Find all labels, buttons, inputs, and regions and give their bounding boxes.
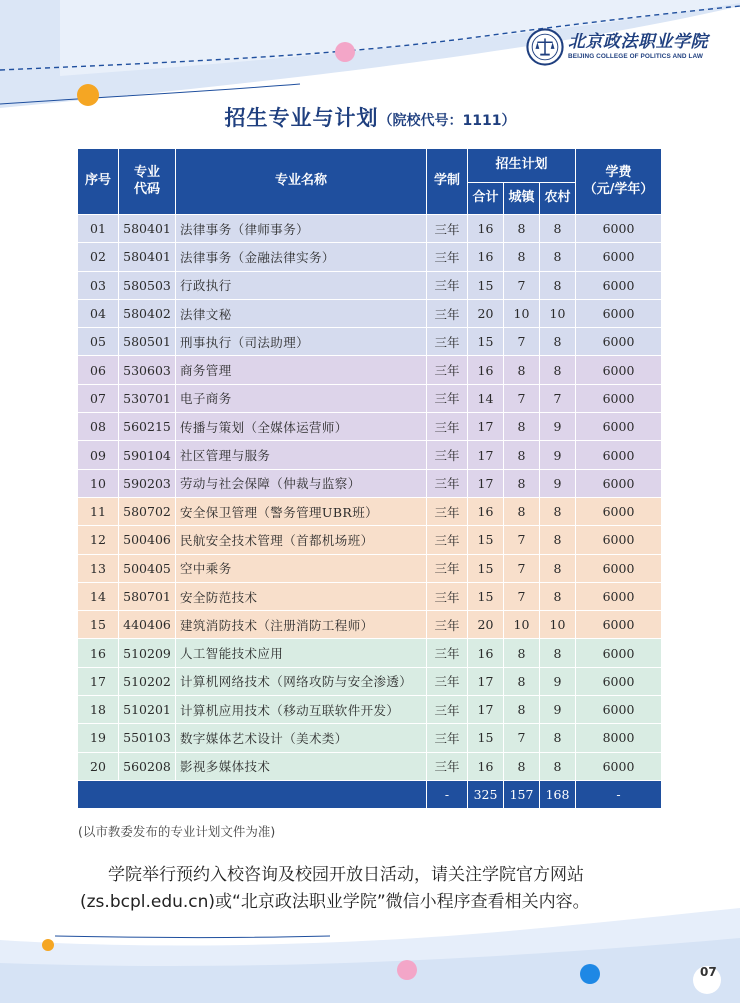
table-row — [78, 299, 662, 327]
table-row — [78, 497, 662, 525]
cell-duration: 三年 — [427, 328, 468, 356]
cell-duration: 三年 — [427, 469, 468, 497]
cell-rural: 10 — [540, 611, 576, 639]
cell-duration: 三年 — [427, 667, 468, 695]
cell-urban: 8 — [504, 413, 540, 441]
cell-seq: 02 — [78, 243, 119, 271]
cell-code: 560208 — [119, 752, 176, 780]
cell-seq: 15 — [78, 611, 119, 639]
cell-total: 14 — [468, 384, 504, 412]
cell-rural: 8 — [540, 497, 576, 525]
cell-duration: 三年 — [427, 299, 468, 327]
cell-urban: 8 — [504, 639, 540, 667]
cell-code: 580401 — [119, 215, 176, 243]
cell-total: 17 — [468, 469, 504, 497]
cell-duration: 三年 — [427, 724, 468, 752]
cell-code: 510209 — [119, 639, 176, 667]
cell-rural: 8 — [540, 243, 576, 271]
cell-urban: 7 — [504, 384, 540, 412]
cell-fee: 6000 — [576, 356, 662, 384]
cell-name: 电子商务 — [176, 384, 427, 412]
totals-total: 325 — [468, 780, 504, 808]
cell-seq: 16 — [78, 639, 119, 667]
header-seq: 序号 — [78, 149, 119, 215]
cell-fee: 6000 — [576, 271, 662, 299]
cell-urban: 8 — [504, 667, 540, 695]
cell-urban: 8 — [504, 752, 540, 780]
college-name-cn: 北京政法职业学院 — [568, 31, 708, 52]
cell-urban: 10 — [504, 611, 540, 639]
header-plan-rural: 农村 — [540, 183, 576, 215]
cell-total: 15 — [468, 328, 504, 356]
table-row — [78, 724, 662, 752]
cell-rural: 9 — [540, 667, 576, 695]
enrollment-plan-table — [77, 148, 662, 809]
cell-name: 刑事执行（司法助理） — [176, 328, 427, 356]
plan-footnote: (以市教委发布的专业计划文件为准) — [78, 824, 276, 839]
cell-name: 影视多媒体技术 — [176, 752, 427, 780]
cell-fee: 6000 — [576, 441, 662, 469]
cell-seq: 09 — [78, 441, 119, 469]
cell-duration: 三年 — [427, 413, 468, 441]
cell-code: 510202 — [119, 667, 176, 695]
cell-seq: 17 — [78, 667, 119, 695]
table-row — [78, 328, 662, 356]
cell-fee: 6000 — [576, 384, 662, 412]
header-fee — [576, 149, 662, 215]
cell-name: 商务管理 — [176, 356, 427, 384]
cell-seq: 14 — [78, 582, 119, 610]
cell-urban: 10 — [504, 299, 540, 327]
cell-seq: 06 — [78, 356, 119, 384]
cell-total: 16 — [468, 639, 504, 667]
table-row — [78, 356, 662, 384]
cell-rural: 10 — [540, 299, 576, 327]
table-row — [78, 271, 662, 299]
cell-fee: 6000 — [576, 328, 662, 356]
cell-rural: 8 — [540, 554, 576, 582]
cell-name: 法律事务（金融法律实务） — [176, 243, 427, 271]
cell-name: 传播与策划（全媒体运营师） — [176, 413, 427, 441]
cell-fee: 6000 — [576, 497, 662, 525]
cell-rural: 7 — [540, 384, 576, 412]
cell-duration: 三年 — [427, 752, 468, 780]
cell-fee: 6000 — [576, 582, 662, 610]
cell-duration: 三年 — [427, 696, 468, 724]
cell-urban: 8 — [504, 243, 540, 271]
cell-urban: 8 — [504, 497, 540, 525]
bottom-wave-decoration — [0, 908, 740, 1003]
cell-seq: 20 — [78, 752, 119, 780]
header-code: 专业代码 — [119, 149, 176, 215]
cell-code: 500405 — [119, 554, 176, 582]
cell-duration: 三年 — [427, 356, 468, 384]
table-row — [78, 696, 662, 724]
cell-code: 580503 — [119, 271, 176, 299]
cell-name: 人工智能技术应用 — [176, 639, 427, 667]
cell-rural: 9 — [540, 441, 576, 469]
page-title-code: （院校代号：1111） — [378, 113, 516, 129]
cell-duration: 三年 — [427, 384, 468, 412]
cell-seq: 05 — [78, 328, 119, 356]
table-row — [78, 611, 662, 639]
table-row — [78, 554, 662, 582]
cell-code: 500406 — [119, 526, 176, 554]
cell-rural: 8 — [540, 752, 576, 780]
cell-code: 580501 — [119, 328, 176, 356]
table-row — [78, 384, 662, 412]
cell-rural: 9 — [540, 469, 576, 497]
cell-duration: 三年 — [427, 611, 468, 639]
cell-seq: 11 — [78, 497, 119, 525]
cell-urban: 7 — [504, 582, 540, 610]
pink-dot-decoration — [335, 42, 355, 62]
table-row — [78, 639, 662, 667]
cell-total: 17 — [468, 441, 504, 469]
cell-duration: 三年 — [427, 582, 468, 610]
totals-rural: 168 — [540, 780, 576, 808]
cell-name: 法律事务（律师事务） — [176, 215, 427, 243]
totals-fee: - — [576, 780, 662, 808]
blue-dot-decoration — [580, 964, 600, 984]
info-line-1: 学院举行预约入校咨询及校园开放日活动，请关注学院官方网站 — [108, 865, 584, 885]
cell-total: 17 — [468, 696, 504, 724]
cell-code: 580701 — [119, 582, 176, 610]
table-body — [78, 215, 662, 809]
cell-urban: 8 — [504, 469, 540, 497]
page-number: 07 — [700, 965, 717, 979]
cell-urban: 7 — [504, 526, 540, 554]
cell-rural: 8 — [540, 271, 576, 299]
header-fee-label: 学费 — [605, 165, 632, 181]
cell-fee: 6000 — [576, 752, 662, 780]
cell-fee: 6000 — [576, 469, 662, 497]
cell-rural: 8 — [540, 356, 576, 384]
cell-seq: 12 — [78, 526, 119, 554]
table-row — [78, 413, 662, 441]
totals-label-cell — [78, 780, 427, 808]
cell-fee: 6000 — [576, 696, 662, 724]
cell-total: 15 — [468, 582, 504, 610]
cell-name: 数字媒体艺术设计（美术类） — [176, 724, 427, 752]
header-plan: 招生计划 — [468, 149, 576, 183]
cell-fee: 6000 — [576, 299, 662, 327]
cell-duration: 三年 — [427, 243, 468, 271]
cell-total: 20 — [468, 299, 504, 327]
cell-rural: 9 — [540, 696, 576, 724]
cell-total: 16 — [468, 215, 504, 243]
cell-name: 民航安全技术管理（首都机场班） — [176, 526, 427, 554]
cell-name: 法律文秘 — [176, 299, 427, 327]
cell-fee: 6000 — [576, 554, 662, 582]
cell-code: 580401 — [119, 243, 176, 271]
table-row — [78, 243, 662, 271]
cell-name: 计算机应用技术（移动互联软件开发） — [176, 696, 427, 724]
cell-fee: 6000 — [576, 413, 662, 441]
header-duration: 学制 — [427, 149, 468, 215]
cell-name: 劳动与社会保障（仲裁与监察） — [176, 469, 427, 497]
cell-fee: 8000 — [576, 724, 662, 752]
cell-duration: 三年 — [427, 554, 468, 582]
cell-total: 16 — [468, 243, 504, 271]
cell-urban: 7 — [504, 554, 540, 582]
cell-fee: 6000 — [576, 667, 662, 695]
cell-urban: 8 — [504, 356, 540, 384]
cell-urban: 8 — [504, 215, 540, 243]
cell-duration: 三年 — [427, 526, 468, 554]
cell-urban: 7 — [504, 724, 540, 752]
cell-fee: 6000 — [576, 526, 662, 554]
info-line-2: (zs.bcpl.edu.cn)或“北京政法职业学院”微信小程序查看相关内容。 — [80, 892, 590, 912]
table-row — [78, 752, 662, 780]
cell-total: 17 — [468, 413, 504, 441]
table-row — [78, 441, 662, 469]
cell-code: 590203 — [119, 469, 176, 497]
cell-rural: 9 — [540, 413, 576, 441]
college-name-en: BEIJING COLLEGE OF POLITICS AND LAW — [568, 52, 703, 60]
cell-seq: 19 — [78, 724, 119, 752]
cell-rural: 8 — [540, 639, 576, 667]
cell-urban: 7 — [504, 328, 540, 356]
cell-code: 550103 — [119, 724, 176, 752]
cell-duration: 三年 — [427, 441, 468, 469]
header-fee-unit: （元/学年） — [583, 181, 654, 197]
cell-name: 安全保卫管理（警务管理UBR班） — [176, 497, 427, 525]
cell-fee: 6000 — [576, 639, 662, 667]
cell-rural: 8 — [540, 215, 576, 243]
cell-seq: 04 — [78, 299, 119, 327]
cell-duration: 三年 — [427, 215, 468, 243]
college-logo — [526, 28, 708, 66]
table-row — [78, 667, 662, 695]
cell-code: 560215 — [119, 413, 176, 441]
pink-dot-decoration — [397, 960, 417, 980]
table-totals-row — [78, 780, 662, 808]
cell-total: 15 — [468, 554, 504, 582]
cell-fee: 6000 — [576, 243, 662, 271]
cell-seq: 13 — [78, 554, 119, 582]
cell-total: 15 — [468, 724, 504, 752]
cell-rural: 8 — [540, 328, 576, 356]
totals-urban: 157 — [504, 780, 540, 808]
cell-seq: 18 — [78, 696, 119, 724]
cell-total: 15 — [468, 271, 504, 299]
cell-fee: 6000 — [576, 611, 662, 639]
cell-rural: 8 — [540, 526, 576, 554]
cell-seq: 10 — [78, 469, 119, 497]
cell-code: 530701 — [119, 384, 176, 412]
cell-name: 安全防范技术 — [176, 582, 427, 610]
cell-fee: 6000 — [576, 215, 662, 243]
page-title — [0, 102, 740, 132]
cell-urban: 7 — [504, 271, 540, 299]
table-row — [78, 582, 662, 610]
page-title-main: 招生专业与计划 — [224, 106, 379, 130]
cell-urban: 8 — [504, 441, 540, 469]
cell-seq: 08 — [78, 413, 119, 441]
cell-code: 440406 — [119, 611, 176, 639]
cell-duration: 三年 — [427, 639, 468, 667]
cell-name: 建筑消防技术（注册消防工程师） — [176, 611, 427, 639]
header-name: 专业名称 — [176, 149, 427, 215]
cell-seq: 03 — [78, 271, 119, 299]
cell-total: 15 — [468, 526, 504, 554]
cell-name: 行政执行 — [176, 271, 427, 299]
cell-name: 社区管理与服务 — [176, 441, 427, 469]
cell-total: 16 — [468, 752, 504, 780]
cell-code: 590104 — [119, 441, 176, 469]
cell-code: 530603 — [119, 356, 176, 384]
cell-total: 16 — [468, 356, 504, 384]
table-row — [78, 215, 662, 243]
cell-total: 20 — [468, 611, 504, 639]
cell-code: 510201 — [119, 696, 176, 724]
cell-name: 空中乘务 — [176, 554, 427, 582]
totals-duration: - — [427, 780, 468, 808]
cell-duration: 三年 — [427, 497, 468, 525]
cell-urban: 8 — [504, 696, 540, 724]
header-plan-total: 合计 — [468, 183, 504, 215]
cell-duration: 三年 — [427, 271, 468, 299]
cell-seq: 01 — [78, 215, 119, 243]
cell-seq: 07 — [78, 384, 119, 412]
table-row — [78, 526, 662, 554]
cell-total: 17 — [468, 667, 504, 695]
cell-name: 计算机网络技术（网络攻防与安全渗透） — [176, 667, 427, 695]
cell-code: 580702 — [119, 497, 176, 525]
cell-code: 580402 — [119, 299, 176, 327]
cell-total: 16 — [468, 497, 504, 525]
cell-rural: 8 — [540, 582, 576, 610]
table-row — [78, 469, 662, 497]
college-seal-icon — [526, 28, 564, 66]
header-plan-urban: 城镇 — [504, 183, 540, 215]
orange-dot-decoration — [42, 939, 54, 951]
cell-rural: 8 — [540, 724, 576, 752]
